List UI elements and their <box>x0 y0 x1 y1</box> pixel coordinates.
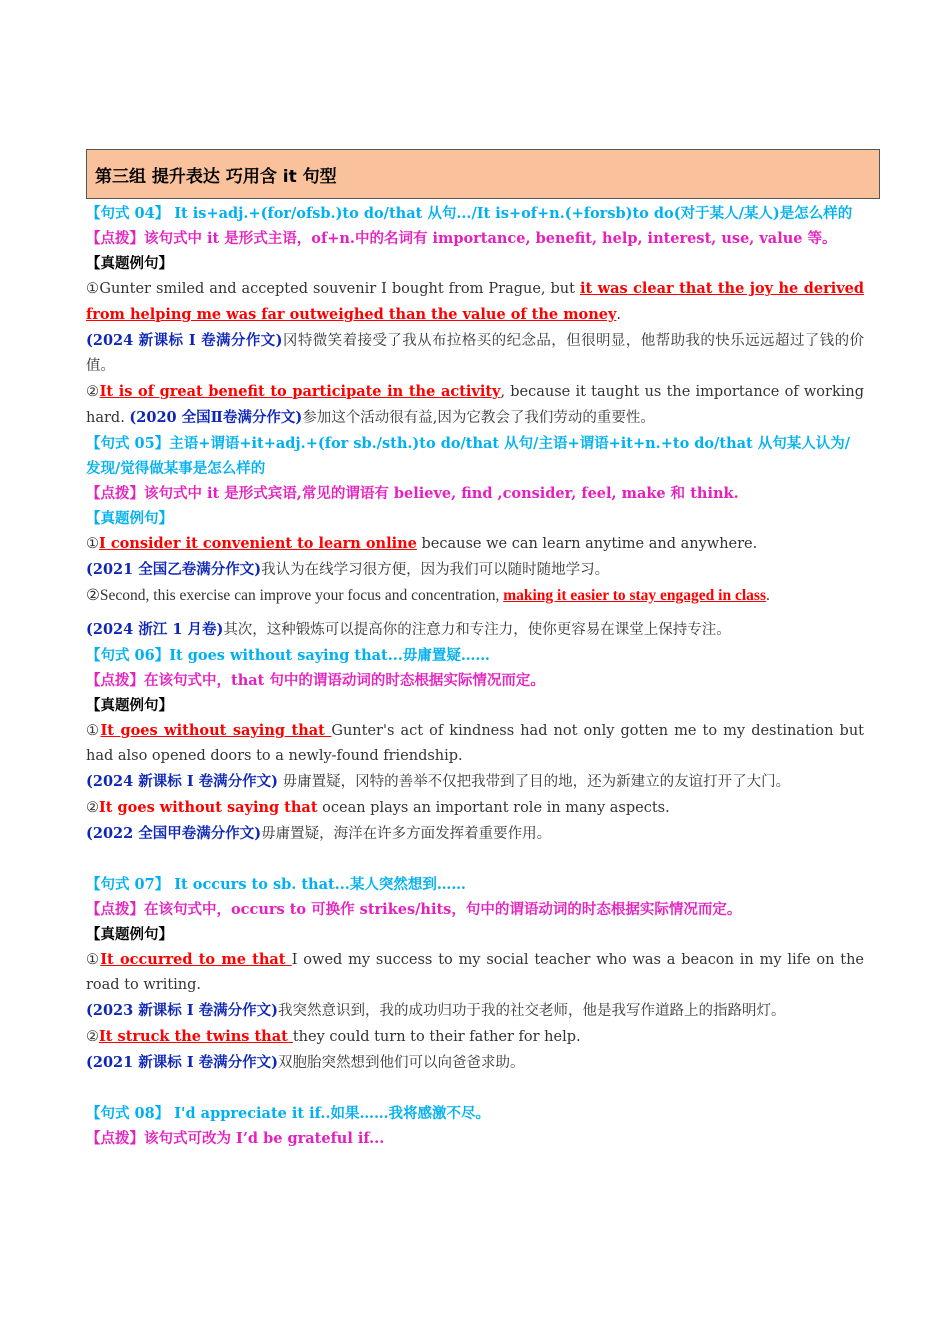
spacer <box>86 847 864 872</box>
pattern-07-examples-label: 【真题例句】 <box>86 926 173 943</box>
example-text: they could turn to their father for help. <box>292 1029 581 1045</box>
example-number: ① <box>86 952 101 968</box>
pattern-06-heading: 【句式 06】It goes without saying that...毋庸置疑…… <box>86 647 490 664</box>
example-text: because we can learn anytime and anywhere. <box>416 536 758 552</box>
section-title: 第三组 提升表达 巧用含 it 句型 <box>95 166 337 187</box>
pattern-05-example-2-translation <box>86 617 864 643</box>
pattern-08-tip: 【点拨】该句式可改为 I’d be grateful if... <box>86 1130 385 1147</box>
pattern-05-examples-label: 【真题例句】 <box>86 510 173 527</box>
example-number: ② <box>86 1029 99 1045</box>
example-text: . <box>765 587 770 604</box>
pattern-07-example-2 <box>86 1024 864 1050</box>
example-translation: 冈特微笑着接受了我从布拉格买的纪念品，但很明显，他帮助我的快乐远远超过了钱的价值。 <box>86 333 864 374</box>
pattern-05-example-1-translation <box>86 557 864 583</box>
example-translation: 毋庸置疑，海洋在许多方面发挥着重要作用。 <box>261 826 552 842</box>
example-source: (2021 全国乙卷满分作文) <box>86 561 262 578</box>
pattern-06-example-1 <box>86 718 864 769</box>
example-source: (2020 全国Ⅱ卷满分作文) <box>129 409 303 426</box>
pattern-04-example-1 <box>86 276 864 328</box>
example-highlight: I consider it convenient to learn online <box>99 535 417 552</box>
pattern-07-tip: 【点拨】在该句式中，occurs to 可换作 strikes/hits，句中的谓语动词的时态根据实际情况而定。 <box>86 901 742 918</box>
spacer <box>86 1076 864 1101</box>
pattern-06-examples-label: 【真题例句】 <box>86 697 173 714</box>
pattern-07-heading: 【句式 07】 It occurs to sb. that...某人突然想到…… <box>86 876 466 893</box>
example-text: Gunter's act of kindness had not only gotten me to my destination but had also opened doors to a newly-found friendship. <box>86 723 864 764</box>
example-highlight: It struck the twins that <box>99 1028 293 1045</box>
example-highlight: It goes without saying that <box>99 799 318 816</box>
example-highlight: It occurred to me that <box>100 951 292 968</box>
pattern-04-example-1-translation <box>86 328 864 379</box>
example-text: ②Second, this exercise can improve your focus and concentration, <box>86 587 504 604</box>
section-header <box>86 149 880 199</box>
pattern-04-tip: 【点拨】该句式中 it 是形式主语，of+n.中的名词有 importance, benefit, help, interest, use, value 等。 <box>86 230 837 247</box>
example-text: , because it taught us the importance of working hard. <box>86 384 864 426</box>
pattern-07-example-1-translation <box>86 998 864 1024</box>
example-text: ocean plays an important role in many aspects. <box>317 800 670 816</box>
example-source: (2023 新课标 I 卷满分作文) <box>86 1002 279 1019</box>
pattern-08-heading: 【句式 08】 I'd appreciate it if..如果……我将感激不尽。 <box>86 1105 491 1122</box>
pattern-05-example-2 <box>86 583 864 608</box>
example-highlight: making it easier to stay engaged in class <box>503 587 766 604</box>
example-source: (2024 新课标 I 卷满分作文) <box>86 773 279 790</box>
pattern-07-example-2-translation <box>86 1050 864 1076</box>
example-highlight: it was clear that the joy he derived from helping me was far outweighed than the value of the money <box>86 280 865 323</box>
example-source: (2022 全国甲卷满分作文) <box>86 825 262 842</box>
example-number: ② <box>86 800 99 816</box>
pattern-05-heading: 【句式 05】主语+谓语+it+adj.+(for sb./sth.)to do/that 从句/主语+谓语+it+n.+to do/that 从句某人认为/发现/觉得做某事是怎么样的 <box>86 435 851 477</box>
example-number: ① <box>86 536 99 552</box>
example-translation: 其次，这种锻炼可以提高你的注意力和专注力，使你更容易在课堂上保持专注。 <box>223 622 731 638</box>
example-source: (2024 浙江 1 月卷) <box>86 621 224 638</box>
example-translation: 参加这个活动很有益,因为它教会了我们劳动的重要性。 <box>302 410 655 426</box>
pattern-05-tip: 【点拨】该句式中 it 是形式宾语,常见的谓语有 believe, find ,consider, feel, make 和 think. <box>86 485 739 502</box>
example-text: ①Gunter smiled and accepted souvenir I bought from Prague, but <box>86 281 580 297</box>
example-translation: 毋庸置疑，冈特的善举不仅把我带到了目的地，还为新建立的友谊打开了大门。 <box>278 774 791 790</box>
example-text: I owed my success to my social teacher who was a beacon in my life on the road to writing. <box>86 952 864 993</box>
pattern-04-examples-label: 【真题例句】 <box>86 255 173 272</box>
example-translation: 我突然意识到，我的成功归功于我的社交老师，他是我写作道路上的指路明灯。 <box>278 1003 786 1019</box>
document-body <box>86 201 864 1151</box>
example-text: . <box>616 307 622 323</box>
pattern-07-example-1 <box>86 947 864 998</box>
pattern-05-example-1 <box>86 531 864 557</box>
pattern-06-example-1-translation <box>86 769 864 795</box>
pattern-04-heading: 【句式 04】 It is+adj.+(for/ofsb.)to do/that 从句.../It is+of+n.(+forsb)to do(对于某人/某人)是怎么样的 <box>86 205 853 222</box>
example-number: ② <box>86 384 100 400</box>
example-translation: 我认为在线学习很方便，因为我们可以随时随地学习。 <box>261 562 610 578</box>
pattern-06-example-2 <box>86 795 864 821</box>
pattern-06-tip: 【点拨】在该句式中，that 句中的谓语动词的时态根据实际情况而定。 <box>86 672 545 689</box>
example-source: (2021 新课标 I 卷满分作文) <box>86 1054 279 1071</box>
example-translation: 双胞胎突然想到他们可以向爸爸求助。 <box>278 1055 525 1071</box>
pattern-06-example-2-translation <box>86 821 864 847</box>
pattern-04-example-2 <box>86 379 864 431</box>
example-number: ① <box>86 723 101 739</box>
example-highlight: It is of great benefit to participate in the activity <box>99 383 501 400</box>
example-highlight: It goes without saying that <box>100 722 332 739</box>
example-source: (2024 新课标 I 卷满分作文) <box>86 332 283 349</box>
